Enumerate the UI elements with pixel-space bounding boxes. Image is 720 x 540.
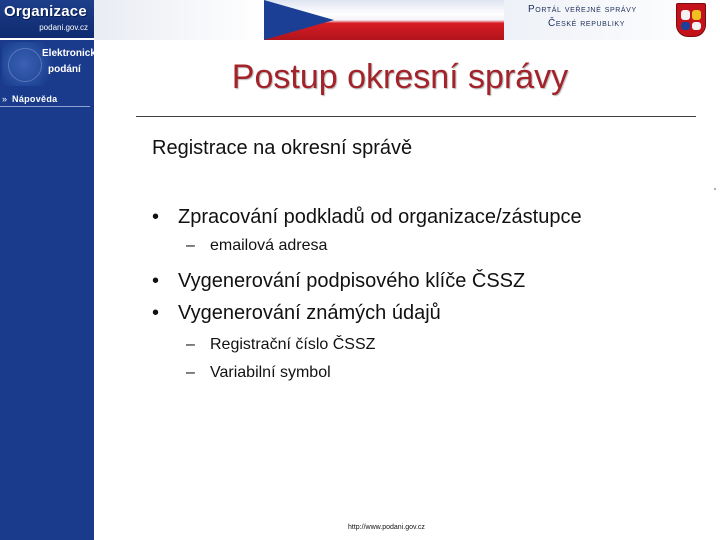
- logo-subtitle: podani.gov.cz: [39, 23, 88, 32]
- bullet-item: [152, 302, 441, 325]
- decorative-dot: [714, 188, 716, 190]
- elektronicka-podani-logo[interactable]: [2, 42, 102, 86]
- dash-marker: –: [186, 336, 195, 353]
- sidebar: [0, 40, 102, 540]
- footer-url-link[interactable]: http://www.podani.gov.cz: [348, 524, 425, 531]
- logo-title: Organizace: [4, 3, 87, 20]
- sub-bullet-text: Variabilní symbol: [210, 364, 331, 381]
- title-divider: [136, 116, 696, 117]
- bullet-marker: •: [152, 270, 160, 292]
- slide-title: Postup okresní správy: [231, 58, 569, 96]
- dash-marker: –: [186, 237, 195, 254]
- globe-icon: [8, 48, 42, 82]
- emblem-quarter-eagle: [692, 10, 701, 20]
- sub-bullet-item: [186, 237, 327, 255]
- organizace-logo[interactable]: [0, 0, 94, 38]
- emblem-quarter-lion-2: [692, 22, 701, 30]
- ep-title-line2: podání: [48, 64, 81, 75]
- header-background: [94, 0, 264, 40]
- portal-banner[interactable]: [504, 0, 720, 40]
- slide-subtitle: Registrace na okresní správě: [152, 137, 413, 159]
- bullet-marker: •: [152, 206, 160, 228]
- flag-wedge: [264, 0, 334, 40]
- state-emblem-icon: [676, 3, 706, 37]
- dash-marker: –: [186, 364, 195, 381]
- sub-bullet-text: Registrační číslo ČSSZ: [210, 336, 376, 353]
- chevron-right-icon: »: [2, 94, 8, 104]
- emblem-quarter-eagle-2: [681, 22, 690, 30]
- sub-bullet-text: emailová adresa: [210, 237, 328, 254]
- top-banner: [0, 0, 720, 40]
- bullet-item: [152, 206, 582, 229]
- bullet-item: [152, 270, 525, 293]
- bullet-marker: •: [152, 302, 160, 324]
- sidebar-item-napoveda[interactable]: [0, 92, 90, 107]
- portal-title-line2: České republiky: [548, 18, 625, 29]
- czech-flag-banner: [264, 0, 504, 40]
- sub-bullet-item: [186, 336, 375, 354]
- emblem-quarter-lion: [681, 10, 690, 20]
- sub-bullet-item: [186, 364, 331, 382]
- portal-title-line1: Portál veřejné správy: [528, 4, 637, 15]
- sidebar-item-label: Nápověda: [12, 94, 58, 104]
- bullet-text: Vygenerování známých údajů: [178, 302, 441, 324]
- ep-title-line1: Elektronická: [42, 48, 102, 59]
- bullet-text: Zpracování podkladů od organizace/zástupce: [178, 206, 582, 228]
- bullet-text: Vygenerování podpisového klíče ČSSZ: [178, 270, 526, 292]
